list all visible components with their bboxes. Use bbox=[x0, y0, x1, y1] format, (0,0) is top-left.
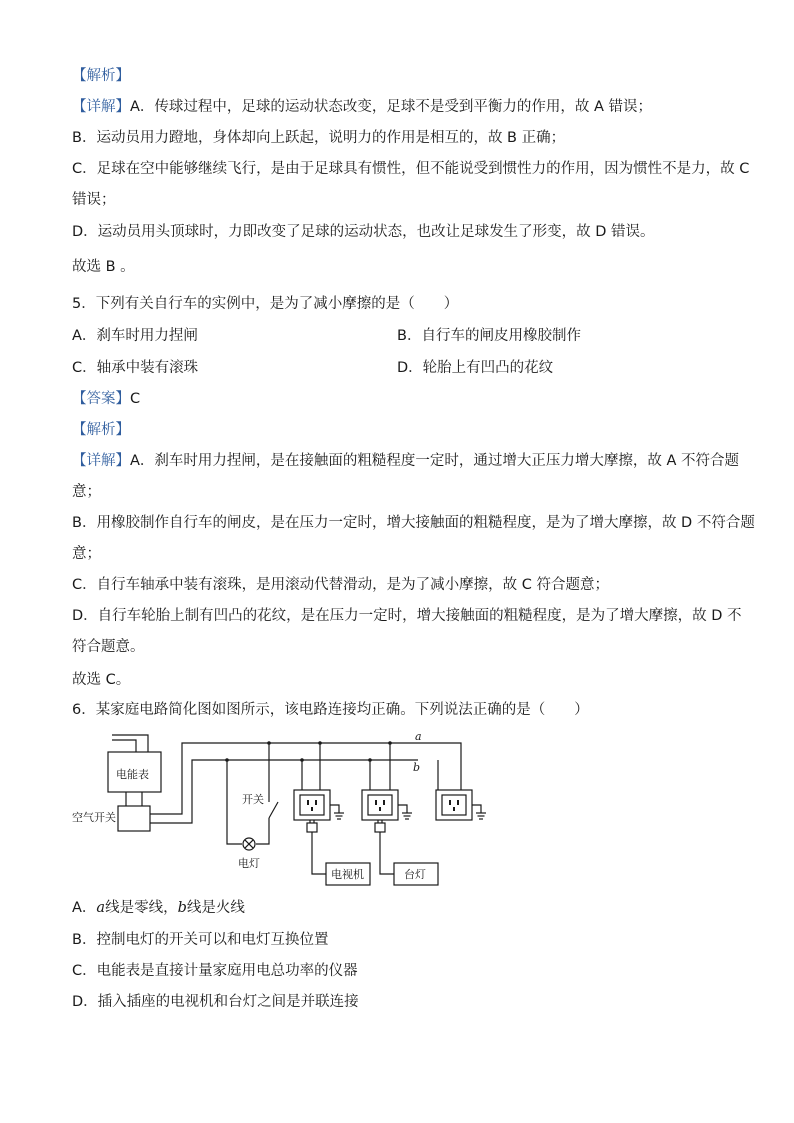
s1-hole-r bbox=[315, 800, 317, 805]
lamp-branch-right bbox=[256, 818, 269, 844]
q5-detail-c: C．自行车轴承中装有滚珠，是用滚动代替滑动，是为了减小摩擦，故 C 符合题意； bbox=[72, 577, 609, 593]
q4-detail-tag: 【详解】 bbox=[72, 99, 130, 115]
q5-detail-tag: 【详解】 bbox=[72, 453, 130, 469]
q4-detail-a-text: A．传球过程中，足球的运动状态改变，足球不是受到平衡力的作用，故 A 错误； bbox=[130, 99, 653, 115]
socket-3-face bbox=[442, 795, 466, 815]
service-wire-right bbox=[112, 740, 136, 752]
q5-answer-value: C bbox=[130, 391, 141, 407]
q5-detail-a1-text: A．刹车时用力捏闸，是在接触面的粗糙程度一定时，通过增大正压力增大摩擦，故 A 不符合题 bbox=[130, 453, 740, 469]
household-circuit-diagram bbox=[72, 726, 502, 890]
socket1-ground-wire bbox=[330, 805, 339, 813]
socket-2-face bbox=[368, 795, 392, 815]
q6-option-a-mid: 线是零线， bbox=[105, 900, 178, 916]
lamp-cord bbox=[380, 832, 394, 874]
q6-option-a-prefix: A． bbox=[72, 900, 97, 916]
s2-hole-g bbox=[379, 807, 381, 811]
q5-stem: 5．下列有关自行车的实例中，是为了减小摩擦的是（ ） bbox=[72, 296, 459, 312]
breaker-box bbox=[118, 806, 150, 831]
q6-option-d: D．插入插座的电视机和台灯之间是并联连接 bbox=[72, 994, 359, 1010]
junction-switch-a bbox=[267, 741, 271, 745]
s3-hole-r bbox=[457, 800, 459, 805]
wire-a-label: a bbox=[415, 730, 422, 743]
q6-option-a-var1: a bbox=[96, 900, 106, 916]
q6-option-a-suffix: 线是火线 bbox=[186, 900, 245, 916]
s3-hole-l bbox=[449, 800, 451, 805]
q6-stem: 6．某家庭电路简化图如图所示，该电路连接均正确。下列说法正确的是（ ） bbox=[72, 702, 589, 718]
q4-analysis-tag: 【解析】 bbox=[72, 68, 130, 84]
q6-option-a-var2: b bbox=[177, 900, 187, 916]
junction-s1-b bbox=[300, 758, 304, 762]
q4-detail-d: D．运动员用头顶球时，力即改变了足球的运动状态，也改让足球发生了形变，故 D 错误。 bbox=[72, 224, 655, 240]
breaker-label: 空气开关 bbox=[72, 811, 116, 824]
q4-detail-c1: C．足球在空中能够继续飞行，是由于足球具有惯性，但不能说受到惯性力的作用，因为惯性不是力，故 C bbox=[72, 161, 750, 177]
q5-conclusion: 故选 C。 bbox=[72, 672, 131, 688]
junction-s1-a bbox=[318, 741, 322, 745]
s1-hole-g bbox=[311, 807, 313, 811]
q5-option-b: B．自行车的闸皮用橡胶制作 bbox=[397, 328, 581, 344]
q5-detail-a1 bbox=[72, 451, 739, 471]
q5-option-a: A．刹车时用力捏闸 bbox=[72, 328, 198, 344]
plug-1 bbox=[307, 823, 317, 832]
junction-s2-b bbox=[368, 758, 372, 762]
q5-analysis-tag: 【解析】 bbox=[72, 422, 130, 438]
junction-lamp-b bbox=[225, 758, 229, 762]
socket3-ground-wire bbox=[472, 805, 481, 813]
q4-conclusion: 故选 B 。 bbox=[72, 259, 135, 275]
socket-1-face bbox=[300, 795, 324, 815]
q4-detail-b: B．运动员用力蹬地，身体却向上跃起，说明力的作用是相互的，故 B 正确； bbox=[72, 130, 566, 146]
lamp-branch-left bbox=[227, 760, 242, 844]
q5-detail-b2: 意； bbox=[72, 546, 101, 562]
q5-option-d: D．轮胎上有凹凸的花纹 bbox=[397, 360, 554, 376]
q5-detail-d2: 符合题意。 bbox=[72, 639, 145, 655]
circuit-svg bbox=[72, 726, 502, 890]
q6-option-b: B．控制电灯的开关可以和电灯互换位置 bbox=[72, 932, 329, 948]
s3-hole-g bbox=[453, 807, 455, 811]
q4-detail-c2: 错误； bbox=[72, 192, 116, 208]
junction-s2-a bbox=[388, 741, 392, 745]
q6-option-c: C．电能表是直接计量家庭用电总功率的仪器 bbox=[72, 963, 358, 979]
tv-label: 电视机 bbox=[331, 868, 364, 881]
q6-option-a bbox=[72, 898, 245, 918]
switch-blade bbox=[269, 802, 278, 818]
q5-answer-tag: 【答案】 bbox=[72, 391, 130, 407]
q5-answer bbox=[72, 389, 140, 409]
tv-cord bbox=[312, 832, 326, 874]
s2-hole-l bbox=[375, 800, 377, 805]
meter-label: 电能表 bbox=[116, 768, 149, 781]
wire-b-label: b bbox=[413, 761, 421, 774]
service-wire-left bbox=[112, 735, 148, 752]
plug-2 bbox=[375, 823, 385, 832]
q5-option-c: C．轴承中装有滚珠 bbox=[72, 360, 199, 376]
wire-a bbox=[150, 743, 461, 814]
q5-detail-d1: D．自行车轮胎上制有凹凸的花纹，是在压力一定时，增大接触面的粗糙程度，是为了增大摩擦，故 D 不 bbox=[72, 608, 742, 624]
s2-hole-r bbox=[383, 800, 385, 805]
q5-detail-b1: B．用橡胶制作自行车的闸皮，是在压力一定时，增大接触面的粗糙程度，是为了增大摩擦，故 D 不符合题 bbox=[72, 515, 755, 531]
wire-b bbox=[150, 760, 421, 823]
q5-detail-a2: 意； bbox=[72, 484, 101, 500]
socket2-ground-wire bbox=[398, 805, 407, 813]
s1-hole-l bbox=[307, 800, 309, 805]
lamp-label: 电灯 bbox=[238, 857, 260, 870]
desk-lamp-label: 台灯 bbox=[404, 868, 426, 881]
q4-detail-a bbox=[72, 97, 652, 117]
switch-label: 开关 bbox=[242, 793, 264, 806]
